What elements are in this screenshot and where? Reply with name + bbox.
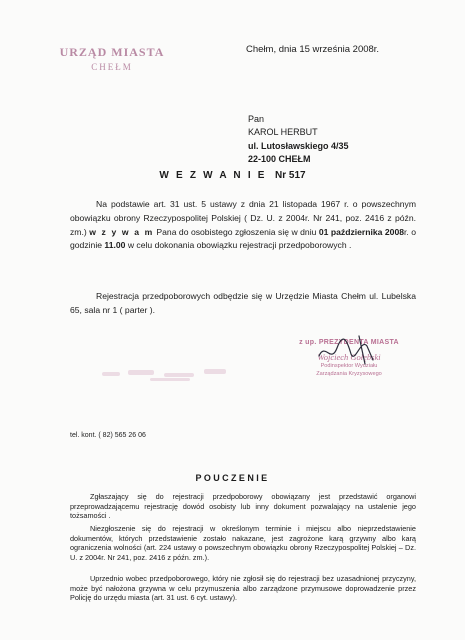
recipient-name: KAROL HERBUT — [248, 127, 318, 137]
contact-phone: tel. kont. ( 82) 565 26 06 — [70, 432, 146, 439]
office-stamp-line1: URZĄD MIASTA — [59, 45, 165, 59]
signature-stamp-position: Podinspektor Wydziału — [320, 363, 378, 369]
title-word: W E Z W A N I E — [159, 170, 267, 181]
date-line: Chełm, dnia 15 września 2008r. — [246, 44, 380, 55]
signature-stamp-authority: z up. PREZYDENTA MIASTA — [299, 339, 399, 346]
title-number: Nr 517 — [275, 170, 306, 181]
instruction-text-1: Zgłaszający się do rejestracji przedpoborowy obowiązany jest przedstawić organowi przeprowadzającemu rejestrację dowód osobisty lub inny dokument pozwalający na ustalenie jego tożsamości . — [70, 492, 416, 521]
instructions-heading: POUCZENIE — [195, 473, 270, 483]
summons-text-d: w celu dokonania obowiązku rejestracji przedpoborowych . — [127, 240, 352, 251]
summons-text-b: Pana do osobistego zgłoszenia się w dniu — [156, 226, 317, 237]
signature-stamp-name: Wojciech Gołębski — [317, 352, 381, 362]
instruction-item — [70, 524, 416, 562]
summons-legal-basis: Na podstawie art. 31 ust. 5 ustawy z dnia 21 listopada 1967 r. o powszechnym obowiązku obrony Rzeczypospolitej Polskiej ( Dz. U. z 2004r. Nr 241, poz. 2416 z późn. zm.) — [70, 199, 416, 237]
instruction-item — [70, 492, 416, 521]
recipient-salutation: Pan — [248, 114, 265, 124]
signature-stamp-department: Zarządzania Kryzysowego — [316, 371, 382, 377]
registration-paragraph — [70, 290, 416, 318]
handwritten-signature — [315, 334, 385, 366]
summons-hour: 11.00 — [104, 240, 126, 251]
summons-verb: w z y w a m — [89, 226, 154, 237]
instruction-item — [70, 574, 416, 603]
document-title — [0, 170, 465, 181]
office-stamp — [56, 45, 168, 72]
summons-text-c: r. o godzinie — [70, 226, 417, 251]
instruction-text-3: Uprzednio wobec przedpoborowego, który nie zgłosił się do rejestracji bez uzasadnionej przyczyny, może być nałożona grzywna w celu przymuszenia albo zarządzone przymusowe doprowadzenie przez Policję do urzędu miasta (art. 31 ust. 6 cyt. ustawy). — [70, 574, 416, 603]
registration-text: Rejestracja przedpoborowych odbędzie się w Urzędzie Miasta Chełm ul. Lubelska 65, sala nr 1 ( parter ). — [70, 291, 416, 315]
summons-date: 01 października 2008 — [318, 226, 405, 237]
instruction-text-2: Niezgłoszenie się do rejestracji w określonym terminie i miejscu albo nieprzedstawienie dokumentów, których przedstawienie zostało nakazane, jest zagrożone karą grzywny albo karą ograniczenia wolności (art. 224 ustawy o powszechnym obowiązku obrony Rzeczypospolitej Polskiej – Dz. U. z 2004r. Nr 241, poz. 2416 z późn. zm.). — [70, 524, 416, 562]
recipient-city: 22-100 CHEŁM — [248, 154, 311, 164]
recipient-street: ul. Lutosławskiego 4/35 — [248, 141, 349, 151]
summons-paragraph — [70, 198, 416, 253]
faded-stamp-smudge — [100, 366, 240, 384]
office-stamp-line2: CHEŁM — [91, 62, 133, 72]
